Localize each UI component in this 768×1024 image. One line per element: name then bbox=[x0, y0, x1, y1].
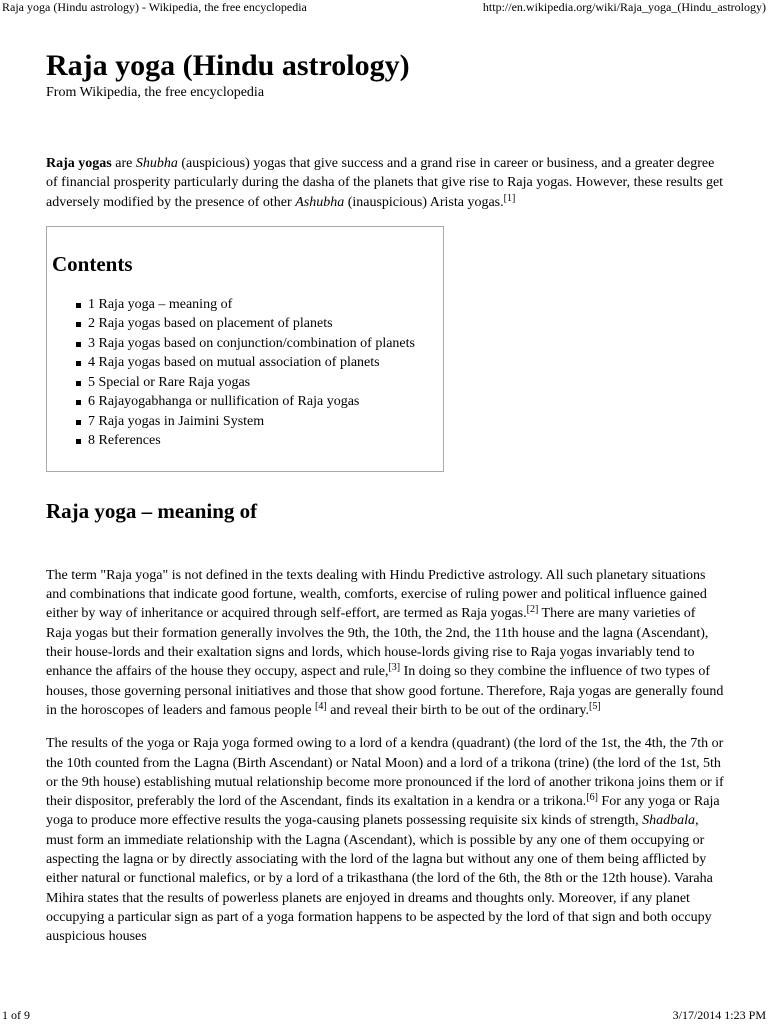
section-paragraph-1 bbox=[46, 566, 724, 720]
toc-list bbox=[52, 295, 443, 451]
para1-text-3: In doing so they combine the influence of two types of houses, those governing personal initiatives and those that show good fortune. Therefore, Raja yogas are generally found in the horoscopes of leaders and famous people bbox=[46, 664, 724, 718]
para1-text-1: The term "Raja yoga" is not defined in the texts dealing with Hindu Predictive astrology. All such planetary situations and combinations that indicate good fortune, wealth, comforts, exercise of ruling power and political influence gained either by way of inheritance or acquired through self-effort, are termed as Raja yogas. bbox=[46, 567, 707, 622]
article-content bbox=[46, 48, 724, 947]
intro-term-shubha: Shubha bbox=[135, 156, 178, 171]
para1-text-2: There are many varieties of Raja yogas but their formation generally involves the 9th, the 10th, the 2nd, the 11th house and the lagna (Ascendant), their house-lords and their exaltation signs and lords, which house-lords giving rise to Raja yogas invariably tend to enhance the affairs of the house they occupy, aspect and rule, bbox=[46, 606, 709, 680]
section-heading: Raja yoga – meaning of bbox=[46, 498, 258, 523]
citation-link[interactable]: [1] bbox=[503, 192, 516, 204]
page-title: Raja yoga (Hindu astrology) bbox=[46, 49, 410, 82]
page-subtitle: From Wikipedia, the free encyclopedia bbox=[46, 85, 265, 100]
print-header-url: http://en.wikipedia.org/wiki/Raja_yoga_(Hindu_astrology) bbox=[482, 0, 766, 14]
citation-link[interactable]: [2] bbox=[526, 604, 539, 616]
section-paragraph-2 bbox=[46, 734, 724, 946]
intro-bold-term: Raja yogas bbox=[46, 156, 112, 171]
citation-link[interactable]: [6] bbox=[586, 792, 598, 804]
para1-text-4: and reveal their birth to be out of the ordinary. bbox=[326, 702, 589, 718]
toc-item[interactable]: 6 Rajayogabhanga or nullification of Raja yogas bbox=[75, 392, 443, 412]
para2-text-2: For any yoga or Raja yoga to produce more effective results the yoga-causing planets possessing requisite six kinds of strength, bbox=[46, 794, 720, 829]
intro-term-ashubha: Ashubha bbox=[295, 194, 345, 210]
print-footer-page-count: 1 of 9 bbox=[2, 1008, 30, 1022]
citation-link[interactable]: [5] bbox=[588, 700, 601, 712]
toc-title: Contents bbox=[52, 251, 133, 276]
toc-item[interactable]: 2 Raja yogas based on placement of planets bbox=[75, 314, 443, 334]
para2-text-1: The results of the yoga or Raja yoga formed owing to a lord of a kendra (quadrant) (the lord of the 1st, the 4th, the 7th or the 10th counted from the Lagna (Birth Ascendant) or Natal Moon) and a lord of a trikona (trine) (the lord of the 1st, 5th or the 9th house) establishing mutual relationship become more pronounced if the lord of another trikona joins them or if their dispositor, preferably the lord of the Ascendant, finds its exaltation in a kendra or a trikona. bbox=[46, 736, 724, 810]
intro-text-2: (auspicious) yogas that give success and a grand rise in career or business, and a greater degree of financial prosperity particularly during the dasha of the planets that give rise to Raja yogas. However, these results get adversely modified by the presence of other bbox=[46, 156, 724, 210]
toc-item[interactable]: 1 Raja yoga – meaning of bbox=[75, 295, 443, 315]
para2-text-3: , must form an immediate relationship with the Lagna (Ascendant), which is possible by any one of them occupying or aspecting the lagna or by directly associating with the lord of the lagna but without any one of them being afflicted by either natural or functional malefics, or by a lord of a trikasthana (the lord of the 6th, the 8th or the 12th house). Varaha Mihira states that the results of powerless planets are enjoyed in dreams and thoughts only. Moreover, if any planet occupying a particular sign as part of a yoga formation happens to be aspected by the lord of that sign and both occupy auspicious houses bbox=[46, 813, 713, 945]
toc-item[interactable]: 7 Raja yogas in Jaimini System bbox=[75, 412, 443, 432]
intro-text-3: (inauspicious) Arista yogas. bbox=[344, 194, 504, 210]
print-footer bbox=[0, 1008, 768, 1024]
print-header bbox=[0, 0, 768, 18]
toc-item[interactable]: 5 Special or Rare Raja yogas bbox=[75, 373, 443, 393]
toc-item[interactable]: 4 Raja yogas based on mutual association of planets bbox=[75, 353, 443, 373]
print-footer-timestamp: 3/17/2014 1:23 PM bbox=[672, 1008, 766, 1022]
intro-text-1: are bbox=[111, 156, 136, 171]
citation-link[interactable]: [3] bbox=[388, 662, 401, 674]
table-of-contents bbox=[46, 226, 444, 472]
para2-term-shadbala: Shadbala bbox=[642, 813, 696, 829]
print-header-page-title: Raja yoga (Hindu astrology) - Wikipedia, the free encyclopedia bbox=[2, 0, 307, 14]
intro-paragraph bbox=[46, 154, 724, 212]
toc-item[interactable]: 3 Raja yogas based on conjunction/combination of planets bbox=[75, 334, 443, 354]
citation-link[interactable]: [4] bbox=[315, 700, 327, 712]
toc-item[interactable]: 8 References bbox=[75, 431, 443, 451]
